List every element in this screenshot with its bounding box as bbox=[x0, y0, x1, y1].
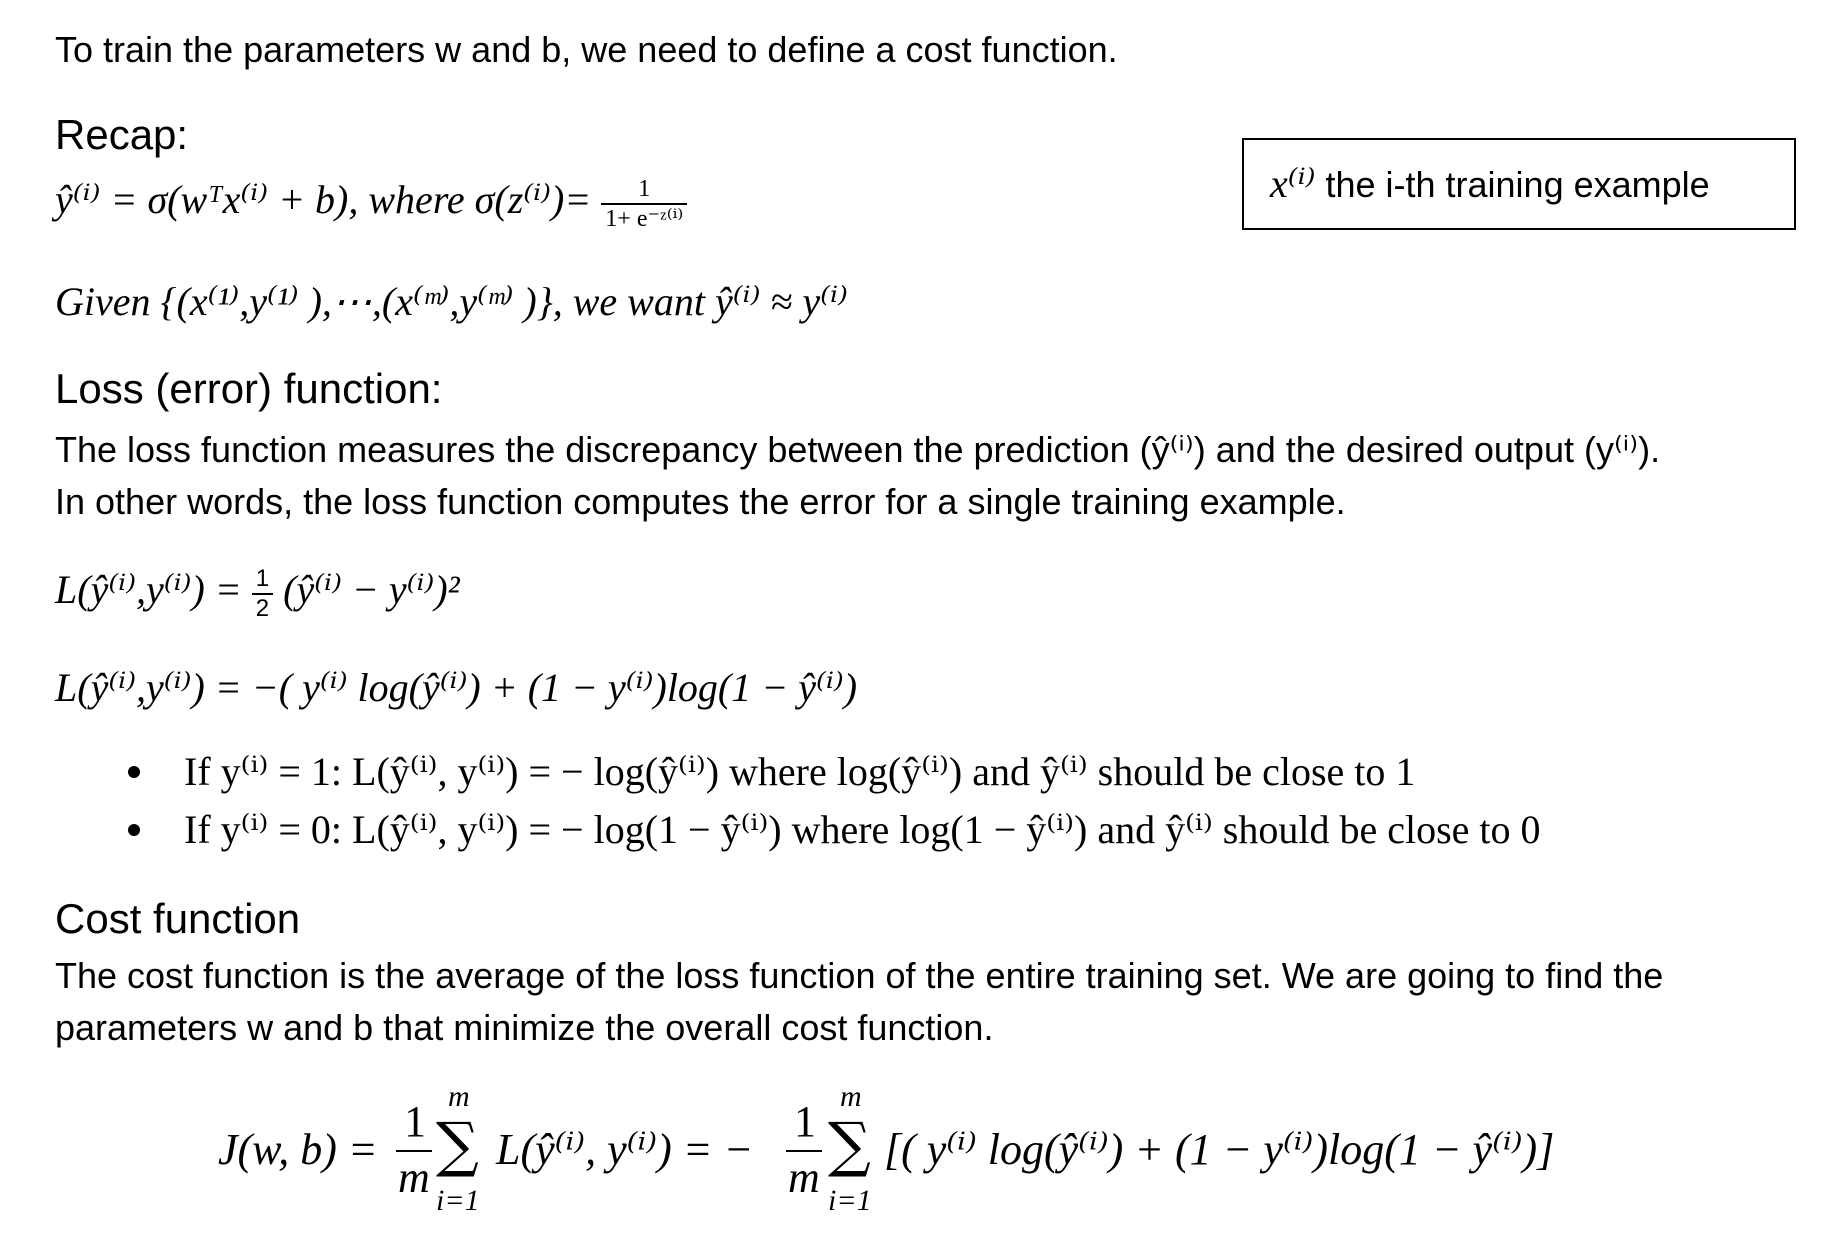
note-box-symbol: x⁽ⁱ⁾ bbox=[1270, 161, 1316, 206]
cost-sum1-upper: m bbox=[448, 1080, 470, 1113]
cost-description-1: The cost function is the average of the loss function of the entire training set. We are going to find the bbox=[55, 955, 1664, 996]
cost-description-2: parameters w and b that minimize the overall cost function. bbox=[55, 1007, 994, 1048]
intro-text: To train the parameters w and b, we need to define a cost function. bbox=[55, 29, 1118, 70]
recap-heading: Recap: bbox=[55, 111, 189, 158]
bullet-dot-1 bbox=[128, 766, 140, 778]
sigmoid-fraction bbox=[601, 175, 687, 233]
cost-heading: Cost function bbox=[55, 895, 301, 942]
cost-sum2-sigma: ∑ bbox=[828, 1110, 871, 1180]
bullet-dot-2 bbox=[128, 824, 140, 836]
note-box-text bbox=[1270, 158, 1710, 211]
cost-sum1-lower: i=1 bbox=[436, 1184, 480, 1217]
loss-equation-squared bbox=[55, 562, 460, 623]
cost-sum1-sigma: ∑ bbox=[436, 1110, 479, 1180]
sigmoid-formula-main: ŷ⁽ⁱ⁾ = σ(wᵀx⁽ⁱ⁾ + b), where σ(z⁽ⁱ⁾)= bbox=[55, 177, 592, 222]
sigmoid-formula bbox=[55, 172, 687, 233]
loss-heading: Loss (error) function: bbox=[55, 365, 443, 412]
bullet-y-equals-0: If y⁽ⁱ⁾ = 0: L(ŷ⁽ⁱ⁾, y⁽ⁱ⁾) = − log(1 − ŷ⁽ⁱ⁾) where log(1 − ŷ⁽ⁱ⁾) and ŷ⁽ⁱ⁾ should be close to 0 bbox=[184, 807, 1541, 852]
loss-eq1-left: L(ŷ⁽ⁱ⁾,y⁽ⁱ⁾) = bbox=[55, 567, 242, 612]
cost-frac2-den: m bbox=[788, 1153, 820, 1202]
cost-frac2-num: 1 bbox=[794, 1097, 816, 1146]
bullet-y-equals-1: If y⁽ⁱ⁾ = 1: L(ŷ⁽ⁱ⁾, y⁽ⁱ⁾) = − log(ŷ⁽ⁱ⁾) where log(ŷ⁽ⁱ⁾) and ŷ⁽ⁱ⁾ should be close to 1 bbox=[184, 749, 1416, 794]
cost-eq-right: [( y⁽ⁱ⁾ log(ŷ⁽ⁱ⁾) + (1 − y⁽ⁱ⁾)log(1 − ŷ⁽ⁱ⁾)] bbox=[884, 1125, 1555, 1174]
sigmoid-fraction-num: 1 bbox=[638, 175, 651, 202]
cost-sum2-upper: m bbox=[840, 1080, 862, 1113]
loss-description-1: The loss function measures the discrepancy between the prediction (ŷ⁽ⁱ⁾) and the desired output (y⁽ⁱ⁾). bbox=[55, 429, 1661, 470]
loss-eq1-right: (ŷ⁽ⁱ⁾ − y⁽ⁱ⁾)² bbox=[283, 567, 460, 612]
loss-eq1-num: 1 bbox=[255, 564, 270, 592]
cost-sum2-lower: i=1 bbox=[828, 1184, 872, 1217]
cost-frac1-den: m bbox=[398, 1153, 430, 1202]
given-line: Given {(x⁽¹⁾,y⁽¹⁾ ),⋯,(x⁽ᵐ⁾,y⁽ᵐ⁾ )}, we want ŷ⁽ⁱ⁾ ≈ y⁽ⁱ⁾ bbox=[55, 279, 848, 324]
loss-eq1-den: 2 bbox=[252, 593, 273, 623]
note-box-description: the i-th training example bbox=[1325, 164, 1710, 205]
loss-equation-log: L(ŷ⁽ⁱ⁾,y⁽ⁱ⁾) = −( y⁽ⁱ⁾ log(ŷ⁽ⁱ⁾) + (1 − y⁽ⁱ⁾)log(1 − ŷ⁽ⁱ⁾) bbox=[55, 665, 858, 710]
note-box bbox=[1242, 138, 1796, 230]
cost-eq-lhs: J(w, b) = bbox=[218, 1125, 378, 1174]
sigmoid-fraction-den: 1+ e⁻ᶻ⁽ⁱ⁾ bbox=[601, 203, 687, 233]
loss-eq1-fraction bbox=[252, 565, 273, 623]
cost-frac1-num: 1 bbox=[404, 1097, 426, 1146]
loss-description-2: In other words, the loss function computes the error for a single training example. bbox=[55, 481, 1346, 522]
cost-eq-mid: L(ŷ⁽ⁱ⁾, y⁽ⁱ⁾) = − bbox=[496, 1125, 754, 1174]
